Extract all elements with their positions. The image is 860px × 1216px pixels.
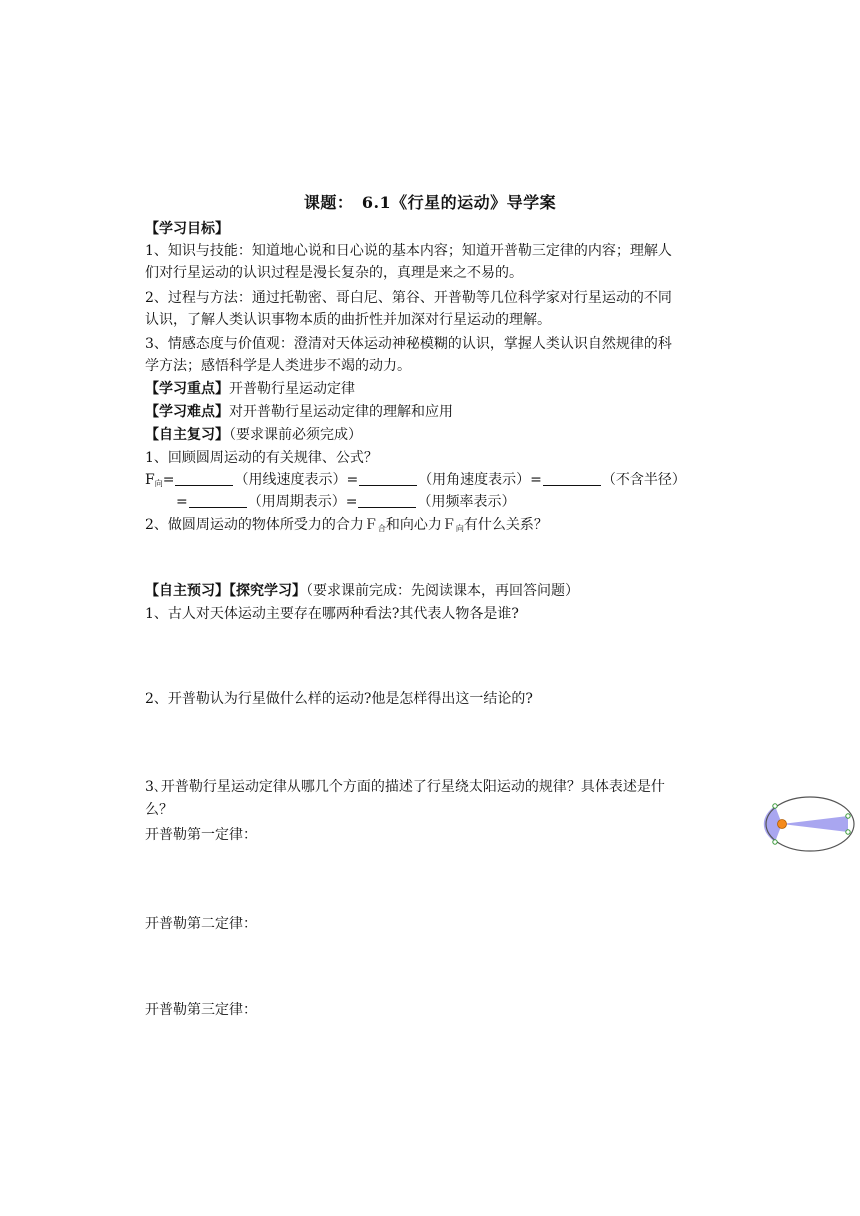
formula-line-2 [176, 491, 756, 513]
review-question-2 [145, 514, 725, 540]
planet-point-3 [846, 814, 850, 818]
objective-1-line-2: 们对行星运动的认识过程是漫长复杂的，真理是来之不易的。 [145, 265, 523, 281]
objectives-heading: 【学习目标】 [145, 221, 229, 237]
review-question-1: 1、回顾圆周运动的有关规律、公式？ [145, 450, 378, 466]
q2-subscript-centripetal: 向 [455, 524, 464, 533]
preview-question-1: 1、古人对天体运动主要存在哪两种看法?其代表人物各是谁? [145, 606, 519, 622]
force-symbol: F [145, 472, 155, 488]
difficulty-label: 【学习难点】 [145, 404, 229, 420]
force-subscript: 向 [154, 479, 163, 488]
objective-1-line-1: 1、知识与技能：知道地心说和日心说的基本内容；知道开普勒三定律的内容；理解人 [145, 243, 672, 259]
hint-period: （用周期表示）= [247, 494, 358, 510]
preview-question-3-line-2: 么？ [145, 802, 173, 818]
q2-part-c: 有什么关系？ [463, 517, 548, 533]
planet-point-4 [846, 830, 850, 834]
objective-2-line-2: 认识，了解人类认识事物本质的曲折性并加深对行星运动的理解。 [145, 312, 551, 328]
objective-3-line-1: 3、情感态度与价值观：澄清对天体运动神秘模糊的认识，掌握人类认识自然规律的科 [145, 336, 672, 352]
equals-sign-2: = [176, 494, 188, 510]
kepler-law-2: 开普勒第二定律： [145, 916, 257, 932]
objective-2-line-1: 2、过程与方法：通过托勒密、哥白尼、第谷、开普勒等几位科学家对行星运动的不同 [145, 290, 672, 306]
key-point [145, 378, 725, 400]
objective-3-line-2: 学方法；感悟科学是人类进步不竭的动力。 [145, 358, 411, 374]
hint-noradius: （不含半径） [601, 472, 686, 488]
key-point-label: 【学习重点】 [145, 381, 229, 397]
preview-question-2: 2、开普勒认为行星做什么样的运动?他是怎样得出这一结论的? [145, 691, 533, 707]
explore-label: 【探究学习】 [229, 583, 306, 599]
review-note: （要求课前必须完成） [229, 427, 362, 443]
planet-point-1 [773, 804, 777, 808]
preview-note: （要求课前完成：先阅读课本，再回答问题） [306, 583, 579, 599]
difficulty-text: 对开普勒行星运动定律的理解和应用 [229, 404, 453, 420]
preview-heading [145, 580, 725, 602]
equals-sign: = [162, 472, 175, 488]
review-heading [145, 424, 725, 446]
kepler-law-1: 开普勒第一定律： [145, 827, 257, 843]
key-point-text: 开普勒行星运动定律 [229, 381, 355, 397]
answer-blank-angular[interactable] [359, 471, 417, 486]
difficulty [145, 401, 725, 423]
kepler-law-3: 开普勒第三定律： [145, 1002, 257, 1018]
answer-blank-frequency[interactable] [358, 493, 416, 508]
area-sector-right [782, 816, 848, 832]
q2-part-b: 和向心力Ｆ [385, 517, 456, 533]
planet-point-2 [773, 840, 777, 844]
hint-linear: （用线速度表示）= [234, 472, 359, 488]
hint-frequency: （用频率表示） [417, 494, 516, 510]
answer-blank-linear[interactable] [175, 471, 233, 486]
review-label: 【自主复习】 [145, 427, 229, 443]
hint-angular: （用角速度表示）= [418, 472, 542, 488]
answer-blank-noradius[interactable] [543, 471, 601, 486]
sun-icon [778, 820, 787, 829]
q2-part-a: 2、做圆周运动的物体所受力的合力Ｆ [145, 517, 378, 533]
preview-label: 【自主预习】 [145, 583, 229, 599]
page-title: 课题： 6.1《行星的运动》导学案 [303, 193, 557, 212]
preview-question-3-line-1: 3､开普勒行星运动定律从哪几个方面的描述了行星绕太阳运动的规律？具体表述是什 [145, 779, 665, 795]
answer-blank-period[interactable] [189, 493, 247, 508]
q2-subscript-net: 合 [377, 524, 386, 533]
orbit-diagram [762, 796, 858, 856]
